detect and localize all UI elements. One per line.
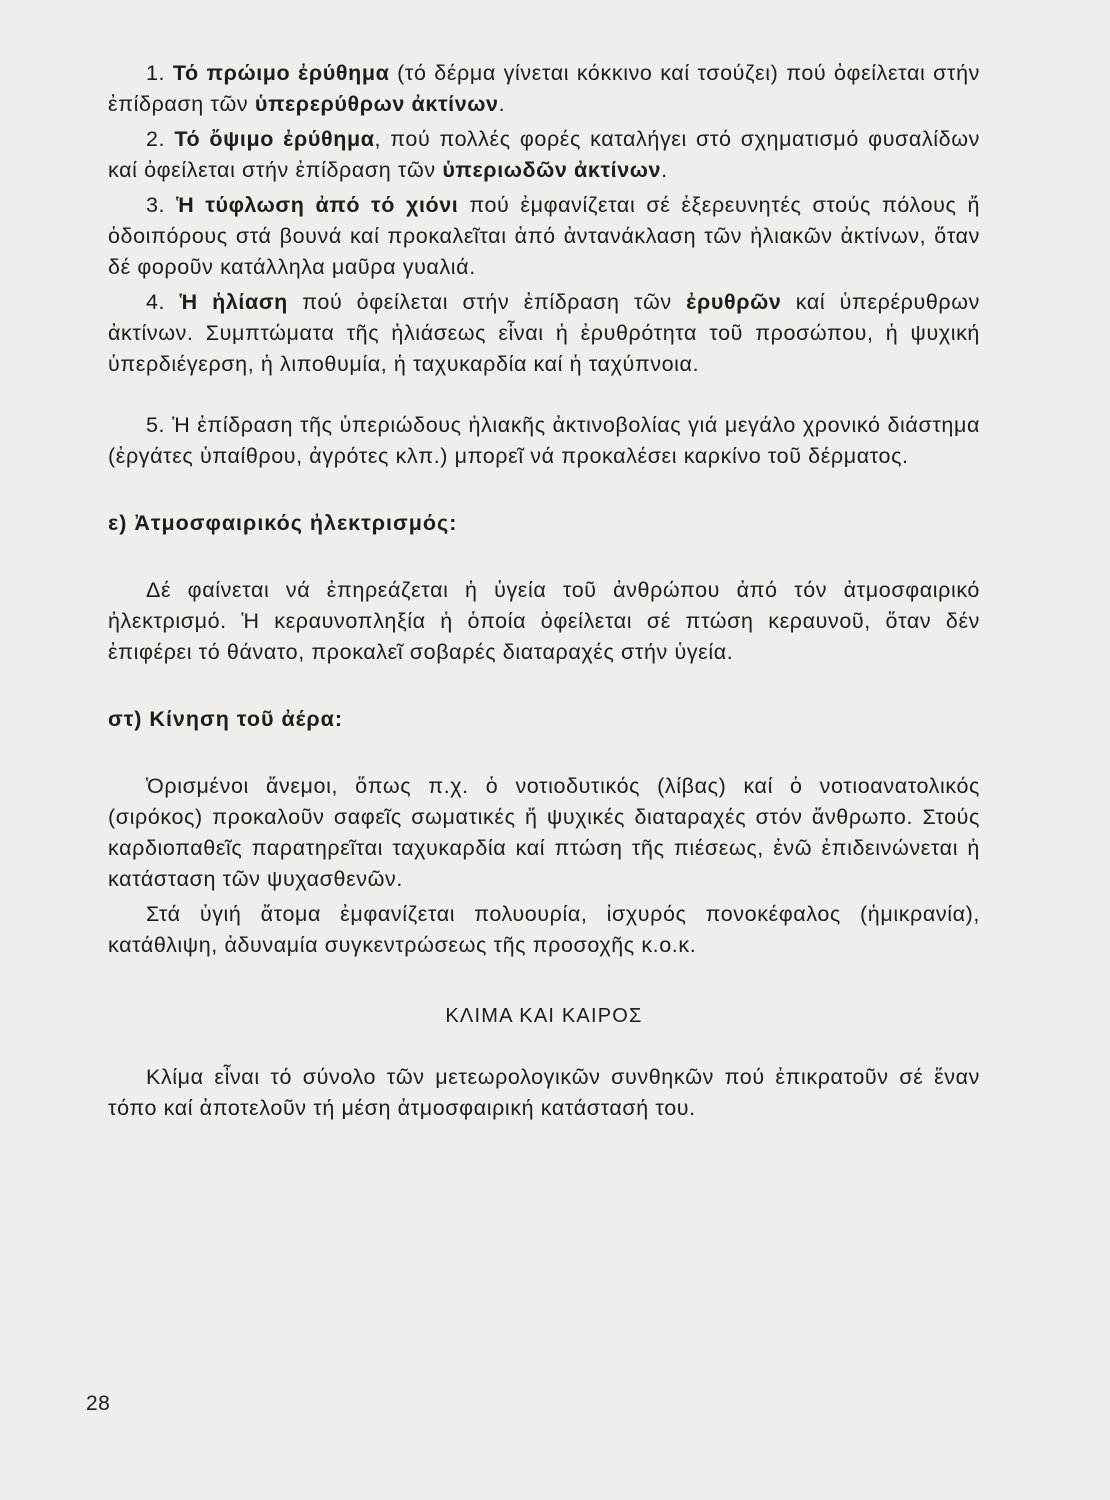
page-number: 28 bbox=[86, 1392, 111, 1415]
list-item-1: 1. Τό πρώιμο ἐρύθημα (τό δέρμα γίνεται κόκκινο καί τσούζει) πού ὀφείλεται στήν ἐπίδραση τῶν ὑπερερύθρων ἀκτίνων. bbox=[108, 61, 980, 116]
section-e-paragraph: Δέ φαίνεται νά ἐπηρεάζεται ἡ ὑγεία τοῦ ἀνθρώπου ἀπό τόν ἀτμοσφαιρικό ἠλεκτρισμό. Ἡ κεραυνοπληξία ἡ ὁποία ὀφείλεται σέ πτώση κεραυνοῦ, ὅταν δέν ἐπιφέρει τό θάνατο, προκαλεῖ σοβαρές διαταραχές στήν ὑγεία. bbox=[108, 578, 980, 664]
list-item-2: 2. Τό ὄψιμο ἐρύθημα, πού πολλές φορές καταλήγει στό σχηματισμό φυσαλίδων καί ὀφείλεται στήν ἐπίδραση τῶν ὑπεριωδῶν ἀκτίνων. bbox=[108, 127, 980, 182]
term-late-erythema: Τό ὄψιμο ἐρύθημα bbox=[174, 127, 375, 151]
term-infrared-rays: ὑπερερύθρων ἀκτίνων bbox=[254, 92, 499, 116]
page-body bbox=[108, 58, 980, 1124]
term-red-rays: ἐρυθρῶν bbox=[686, 290, 782, 314]
section-e-heading: ε) Ἀτμοσφαιρικός ἠλεκτρισμός: bbox=[108, 511, 458, 535]
section-st-paragraph-1: Ὁρισμένοι ἄνεμοι, ὅπως π.χ. ὁ νοτιοδυτικός (λίβας) καί ὁ νοτιοανατολικός (σιρόκος) προκαλοῦν σαφεῖς σωματικές ἤ ψυχικές διαταραχές στόν ἄνθρωπο. Στούς καρδιοπαθεῖς παρατηρεῖται ταχυκαρδία καί πτώση τῆς πιέσεως, ἐνῶ ἐπιδεινώνεται ἡ κατάσταση τῶν ψυχασθενῶν. bbox=[108, 774, 980, 891]
term-ultraviolet-rays: ὑπεριωδῶν ἀκτίνων bbox=[442, 158, 662, 182]
list-item-3: 3. Ἡ τύφλωση ἀπό τό χιόνι πού ἐμφανίζεται σέ ἐξερευνητές στούς πόλους ἤ ὁδοιπόρους στά βουνά καί προκαλεῖται ἀπό ἀντανάκλαση τῶν ἡλιακῶν ἀκτίνων, ὅταν δέ φοροῦν κατάλληλα μαῦρα γυαλιά. bbox=[108, 193, 981, 279]
term-snow-blindness: Ἡ τύφλωση ἀπό τό χιόνι bbox=[176, 193, 459, 217]
section-st-paragraph-2: Στά ὑγιή ἄτομα ἐμφανίζεται πολυουρία, ἰσχυρός πονοκέφαλος (ἡμικρανία), κατάθλιψη, ἀδυναμία συγκεντρώσεως τῆς προσοχῆς κ.ο.κ. bbox=[108, 902, 980, 957]
term-sunstroke: Ἡ ἡλίαση bbox=[179, 290, 288, 314]
term-early-erythema: Τό πρώιμο ἐρύθημα bbox=[172, 61, 390, 85]
climate-paragraph: Κλίμα εἶναι τό σύνολο τῶν μετεωρολογικῶν συνθηκῶν πού ἐπικρατοῦν σέ ἕναν τόπο καί ἀποτελοῦν τή μέση ἀτμοσφαιρική κατάστασή του. bbox=[108, 1065, 980, 1120]
list-item-4: 4. Ἡ ἡλίαση πού ὀφείλεται στήν ἐπίδραση τῶν ἐρυθρῶν καί ὑπερέρυθρων ἀκτίνων. Συμπτώματα τῆς ἡλιάσεως εἶναι ἡ ἐρυθρότητα τοῦ προσώπου, ἡ ψυχική ὑπερδιέγερση, ἡ λιποθυμία, ἡ ταχυκαρδία καί ἡ ταχύπνοια. bbox=[108, 290, 980, 376]
section-st-heading: στ) Κίνηση τοῦ ἀέρα: bbox=[108, 707, 344, 731]
list-item-5: 5. Ἡ ἐπίδραση τῆς ὑπεριώδους ἡλιακῆς ἀκτινοβολίας γιά μεγάλο χρονικό διάστημα (ἐργάτες ὑπαίθρου, ἀγρότες κλπ.) μπορεῖ νά προκαλέσει καρκίνο τοῦ δέρματος. bbox=[108, 413, 980, 468]
climate-heading: ΚΛΙΜΑ ΚΑΙ ΚΑΙΡΟΣ bbox=[445, 1005, 643, 1027]
